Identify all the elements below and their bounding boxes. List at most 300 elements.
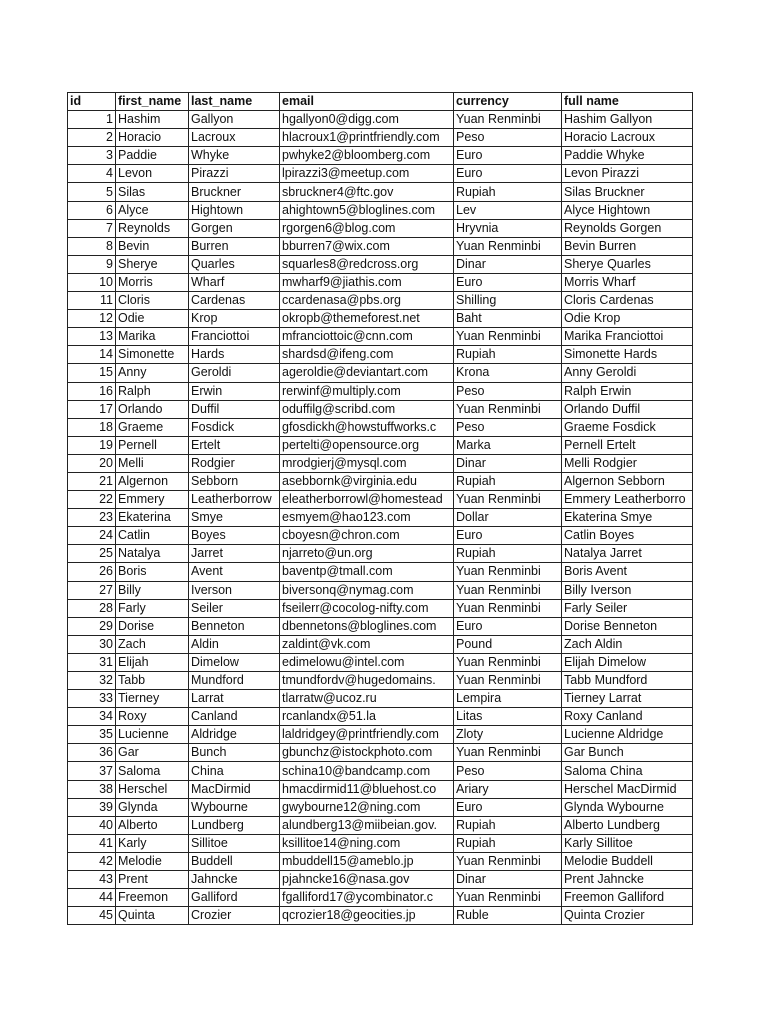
cell-first-name: Horacio xyxy=(116,129,189,147)
cell-id: 9 xyxy=(68,255,116,273)
cell-full-name: Silas Bruckner xyxy=(562,183,693,201)
cell-last-name: Cardenas xyxy=(189,292,280,310)
table-row xyxy=(68,907,693,925)
cell-last-name: Whyke xyxy=(189,147,280,165)
cell-email: asebbornk@virginia.edu xyxy=(280,472,454,490)
cell-full-name: Dorise Benneton xyxy=(562,617,693,635)
cell-last-name: Mundford xyxy=(189,672,280,690)
cell-currency: Peso xyxy=(454,418,562,436)
table-row xyxy=(68,563,693,581)
cell-id: 43 xyxy=(68,871,116,889)
cell-email: sbruckner4@ftc.gov xyxy=(280,183,454,201)
cell-first-name: Melodie xyxy=(116,852,189,870)
table-row xyxy=(68,328,693,346)
cell-full-name: Ekaterina Smye xyxy=(562,509,693,527)
cell-full-name: Hashim Gallyon xyxy=(562,111,693,129)
column-header-id: id xyxy=(68,93,116,111)
cell-last-name: Larrat xyxy=(189,690,280,708)
cell-full-name: Horacio Lacroux xyxy=(562,129,693,147)
cell-first-name: Graeme xyxy=(116,418,189,436)
cell-email: squarles8@redcross.org xyxy=(280,255,454,273)
cell-last-name: Bunch xyxy=(189,744,280,762)
cell-last-name: Wharf xyxy=(189,273,280,291)
cell-first-name: Prent xyxy=(116,871,189,889)
cell-full-name: Simonette Hards xyxy=(562,346,693,364)
column-header-full-name: full name xyxy=(562,93,693,111)
table-row xyxy=(68,491,693,509)
cell-email: qcrozier18@geocities.jp xyxy=(280,907,454,925)
cell-full-name: Cloris Cardenas xyxy=(562,292,693,310)
cell-currency: Yuan Renminbi xyxy=(454,491,562,509)
table-row xyxy=(68,292,693,310)
cell-first-name: Billy xyxy=(116,581,189,599)
cell-id: 20 xyxy=(68,454,116,472)
cell-currency: Dinar xyxy=(454,454,562,472)
cell-currency: Rupiah xyxy=(454,183,562,201)
cell-full-name: Gar Bunch xyxy=(562,744,693,762)
cell-email: alundberg13@miibeian.gov. xyxy=(280,816,454,834)
cell-full-name: Elijah Dimelow xyxy=(562,653,693,671)
cell-email: dbennetons@bloglines.com xyxy=(280,617,454,635)
table-row xyxy=(68,581,693,599)
cell-currency: Shilling xyxy=(454,292,562,310)
table-row xyxy=(68,852,693,870)
cell-currency: Yuan Renminbi xyxy=(454,889,562,907)
table-row xyxy=(68,635,693,653)
cell-currency: Peso xyxy=(454,382,562,400)
cell-id: 11 xyxy=(68,292,116,310)
cell-first-name: Dorise xyxy=(116,617,189,635)
cell-last-name: Ertelt xyxy=(189,436,280,454)
cell-currency: Euro xyxy=(454,527,562,545)
cell-first-name: Tierney xyxy=(116,690,189,708)
cell-currency: Yuan Renminbi xyxy=(454,328,562,346)
column-header-email: email xyxy=(280,93,454,111)
cell-first-name: Paddie xyxy=(116,147,189,165)
cell-full-name: Glynda Wybourne xyxy=(562,798,693,816)
table-row xyxy=(68,708,693,726)
cell-currency: Baht xyxy=(454,310,562,328)
table-row xyxy=(68,201,693,219)
cell-currency: Yuan Renminbi xyxy=(454,111,562,129)
cell-id: 32 xyxy=(68,672,116,690)
cell-currency: Litas xyxy=(454,708,562,726)
cell-id: 13 xyxy=(68,328,116,346)
cell-id: 18 xyxy=(68,418,116,436)
cell-first-name: Alberto xyxy=(116,816,189,834)
cell-first-name: Lucienne xyxy=(116,726,189,744)
cell-email: okropb@themeforest.net xyxy=(280,310,454,328)
cell-currency: Peso xyxy=(454,762,562,780)
cell-currency: Euro xyxy=(454,617,562,635)
column-header-last-name: last_name xyxy=(189,93,280,111)
cell-id: 8 xyxy=(68,237,116,255)
cell-full-name: Prent Jahncke xyxy=(562,871,693,889)
cell-last-name: Canland xyxy=(189,708,280,726)
cell-first-name: Roxy xyxy=(116,708,189,726)
cell-first-name: Natalya xyxy=(116,545,189,563)
cell-email: njarreto@un.org xyxy=(280,545,454,563)
cell-email: ahightown5@bloglines.com xyxy=(280,201,454,219)
cell-full-name: Pernell Ertelt xyxy=(562,436,693,454)
table-row xyxy=(68,798,693,816)
table-row xyxy=(68,527,693,545)
table-row xyxy=(68,509,693,527)
header-row xyxy=(68,93,693,111)
table-row xyxy=(68,147,693,165)
cell-id: 35 xyxy=(68,726,116,744)
table-row xyxy=(68,889,693,907)
cell-id: 36 xyxy=(68,744,116,762)
cell-email: hlacroux1@printfriendly.com xyxy=(280,129,454,147)
cell-currency: Rupiah xyxy=(454,816,562,834)
cell-currency: Yuan Renminbi xyxy=(454,581,562,599)
cell-full-name: Algernon Sebborn xyxy=(562,472,693,490)
cell-first-name: Hashim xyxy=(116,111,189,129)
cell-email: biversonq@nymag.com xyxy=(280,581,454,599)
cell-last-name: Duffil xyxy=(189,400,280,418)
cell-last-name: Lundberg xyxy=(189,816,280,834)
cell-full-name: Alyce Hightown xyxy=(562,201,693,219)
cell-last-name: Fosdick xyxy=(189,418,280,436)
cell-currency: Euro xyxy=(454,798,562,816)
cell-last-name: Krop xyxy=(189,310,280,328)
cell-full-name: Graeme Fosdick xyxy=(562,418,693,436)
cell-first-name: Boris xyxy=(116,563,189,581)
table-row xyxy=(68,472,693,490)
cell-id: 45 xyxy=(68,907,116,925)
cell-email: tmundfordv@hugedomains. xyxy=(280,672,454,690)
cell-first-name: Ralph xyxy=(116,382,189,400)
cell-first-name: Anny xyxy=(116,364,189,382)
cell-email: hgallyon0@digg.com xyxy=(280,111,454,129)
table-row xyxy=(68,418,693,436)
cell-id: 38 xyxy=(68,780,116,798)
table-row xyxy=(68,400,693,418)
cell-email: baventp@tmall.com xyxy=(280,563,454,581)
cell-currency: Yuan Renminbi xyxy=(454,653,562,671)
cell-full-name: Paddie Whyke xyxy=(562,147,693,165)
cell-currency: Krona xyxy=(454,364,562,382)
cell-last-name: Erwin xyxy=(189,382,280,400)
cell-first-name: Emmery xyxy=(116,491,189,509)
table-row xyxy=(68,237,693,255)
cell-email: mrodgierj@mysql.com xyxy=(280,454,454,472)
table-row xyxy=(68,183,693,201)
cell-email: edimelowu@intel.com xyxy=(280,653,454,671)
cell-id: 42 xyxy=(68,852,116,870)
cell-id: 30 xyxy=(68,635,116,653)
cell-full-name: Odie Krop xyxy=(562,310,693,328)
cell-full-name: Melli Rodgier xyxy=(562,454,693,472)
cell-id: 29 xyxy=(68,617,116,635)
table-row xyxy=(68,310,693,328)
cell-id: 14 xyxy=(68,346,116,364)
cell-first-name: Pernell xyxy=(116,436,189,454)
cell-first-name: Karly xyxy=(116,834,189,852)
cell-last-name: Rodgier xyxy=(189,454,280,472)
cell-full-name: Sherye Quarles xyxy=(562,255,693,273)
cell-full-name: Tabb Mundford xyxy=(562,672,693,690)
cell-first-name: Silas xyxy=(116,183,189,201)
cell-id: 4 xyxy=(68,165,116,183)
cell-full-name: Anny Geroldi xyxy=(562,364,693,382)
cell-email: rerwinf@multiply.com xyxy=(280,382,454,400)
table-row xyxy=(68,129,693,147)
table-row xyxy=(68,672,693,690)
cell-currency: Yuan Renminbi xyxy=(454,400,562,418)
cell-email: ksillitoe14@ning.com xyxy=(280,834,454,852)
cell-email: tlarratw@ucoz.ru xyxy=(280,690,454,708)
cell-email: pjahncke16@nasa.gov xyxy=(280,871,454,889)
table-row xyxy=(68,762,693,780)
cell-first-name: Elijah xyxy=(116,653,189,671)
cell-last-name: Hards xyxy=(189,346,280,364)
cell-last-name: Gorgen xyxy=(189,219,280,237)
cell-last-name: Gallyon xyxy=(189,111,280,129)
cell-email: ccardenasa@pbs.org xyxy=(280,292,454,310)
table-row xyxy=(68,454,693,472)
cell-full-name: Zach Aldin xyxy=(562,635,693,653)
cell-id: 2 xyxy=(68,129,116,147)
cell-currency: Rupiah xyxy=(454,834,562,852)
cell-last-name: Avent xyxy=(189,563,280,581)
cell-last-name: Pirazzi xyxy=(189,165,280,183)
cell-id: 6 xyxy=(68,201,116,219)
table-row xyxy=(68,726,693,744)
cell-id: 3 xyxy=(68,147,116,165)
cell-email: esmyem@hao123.com xyxy=(280,509,454,527)
cell-currency: Euro xyxy=(454,165,562,183)
cell-email: bburren7@wix.com xyxy=(280,237,454,255)
cell-last-name: Aldridge xyxy=(189,726,280,744)
cell-last-name: MacDirmid xyxy=(189,780,280,798)
cell-email: ageroldie@deviantart.com xyxy=(280,364,454,382)
cell-first-name: Sherye xyxy=(116,255,189,273)
cell-id: 34 xyxy=(68,708,116,726)
cell-first-name: Glynda xyxy=(116,798,189,816)
cell-email: eleatherborrowl@homestead xyxy=(280,491,454,509)
cell-id: 19 xyxy=(68,436,116,454)
cell-first-name: Reynolds xyxy=(116,219,189,237)
table-row xyxy=(68,653,693,671)
cell-id: 25 xyxy=(68,545,116,563)
cell-currency: Euro xyxy=(454,273,562,291)
cell-first-name: Freemon xyxy=(116,889,189,907)
cell-first-name: Gar xyxy=(116,744,189,762)
cell-first-name: Odie xyxy=(116,310,189,328)
cell-currency: Rupiah xyxy=(454,472,562,490)
cell-email: pwhyke2@bloomberg.com xyxy=(280,147,454,165)
cell-first-name: Zach xyxy=(116,635,189,653)
cell-email: hmacdirmid11@bluehost.co xyxy=(280,780,454,798)
cell-first-name: Melli xyxy=(116,454,189,472)
table-row xyxy=(68,219,693,237)
cell-id: 5 xyxy=(68,183,116,201)
cell-full-name: Morris Wharf xyxy=(562,273,693,291)
table-row xyxy=(68,744,693,762)
cell-first-name: Farly xyxy=(116,599,189,617)
cell-email: fgalliford17@ycombinator.c xyxy=(280,889,454,907)
cell-id: 24 xyxy=(68,527,116,545)
cell-last-name: Galliford xyxy=(189,889,280,907)
cell-last-name: Smye xyxy=(189,509,280,527)
cell-last-name: Iverson xyxy=(189,581,280,599)
cell-last-name: Burren xyxy=(189,237,280,255)
cell-last-name: Benneton xyxy=(189,617,280,635)
cell-currency: Yuan Renminbi xyxy=(454,599,562,617)
cell-id: 21 xyxy=(68,472,116,490)
cell-currency: Dinar xyxy=(454,255,562,273)
cell-email: rgorgen6@blog.com xyxy=(280,219,454,237)
table-row xyxy=(68,599,693,617)
cell-full-name: Tierney Larrat xyxy=(562,690,693,708)
cell-email: cboyesn@chron.com xyxy=(280,527,454,545)
cell-currency: Yuan Renminbi xyxy=(454,237,562,255)
cell-last-name: Jahncke xyxy=(189,871,280,889)
cell-id: 33 xyxy=(68,690,116,708)
cell-first-name: Algernon xyxy=(116,472,189,490)
cell-first-name: Morris xyxy=(116,273,189,291)
column-header-currency: currency xyxy=(454,93,562,111)
table-row xyxy=(68,364,693,382)
cell-first-name: Ekaterina xyxy=(116,509,189,527)
cell-first-name: Herschel xyxy=(116,780,189,798)
cell-last-name: China xyxy=(189,762,280,780)
cell-first-name: Saloma xyxy=(116,762,189,780)
cell-last-name: Crozier xyxy=(189,907,280,925)
cell-last-name: Sebborn xyxy=(189,472,280,490)
cell-email: zaldint@vk.com xyxy=(280,635,454,653)
cell-email: oduffilg@scribd.com xyxy=(280,400,454,418)
cell-id: 37 xyxy=(68,762,116,780)
cell-full-name: Ralph Erwin xyxy=(562,382,693,400)
cell-last-name: Wybourne xyxy=(189,798,280,816)
table-row xyxy=(68,255,693,273)
cell-last-name: Geroldi xyxy=(189,364,280,382)
cell-full-name: Reynolds Gorgen xyxy=(562,219,693,237)
table-row xyxy=(68,165,693,183)
cell-last-name: Sillitoe xyxy=(189,834,280,852)
cell-email: gfosdickh@howstuffworks.c xyxy=(280,418,454,436)
cell-first-name: Orlando xyxy=(116,400,189,418)
cell-id: 31 xyxy=(68,653,116,671)
table-row xyxy=(68,346,693,364)
cell-first-name: Simonette xyxy=(116,346,189,364)
cell-full-name: Billy Iverson xyxy=(562,581,693,599)
table-row xyxy=(68,834,693,852)
cell-id: 17 xyxy=(68,400,116,418)
cell-full-name: Quinta Crozier xyxy=(562,907,693,925)
cell-first-name: Tabb xyxy=(116,672,189,690)
cell-full-name: Emmery Leatherborro xyxy=(562,491,693,509)
cell-id: 40 xyxy=(68,816,116,834)
cell-last-name: Jarret xyxy=(189,545,280,563)
cell-email: gbunchz@istockphoto.com xyxy=(280,744,454,762)
cell-first-name: Bevin xyxy=(116,237,189,255)
cell-full-name: Marika Franciottoi xyxy=(562,328,693,346)
cell-email: mwharf9@jiathis.com xyxy=(280,273,454,291)
table-row xyxy=(68,382,693,400)
cell-currency: Ariary xyxy=(454,780,562,798)
cell-full-name: Orlando Duffil xyxy=(562,400,693,418)
cell-first-name: Levon xyxy=(116,165,189,183)
cell-full-name: Karly Sillitoe xyxy=(562,834,693,852)
cell-full-name: Herschel MacDirmid xyxy=(562,780,693,798)
cell-email: rcanlandx@51.la xyxy=(280,708,454,726)
cell-currency: Marka xyxy=(454,436,562,454)
cell-email: mfranciottoic@cnn.com xyxy=(280,328,454,346)
cell-currency: Rupiah xyxy=(454,346,562,364)
column-header-first-name: first_name xyxy=(116,93,189,111)
cell-full-name: Melodie Buddell xyxy=(562,852,693,870)
cell-currency: Lempira xyxy=(454,690,562,708)
cell-full-name: Saloma China xyxy=(562,762,693,780)
cell-email: mbuddell15@ameblo.jp xyxy=(280,852,454,870)
cell-currency: Rupiah xyxy=(454,545,562,563)
cell-currency: Dollar xyxy=(454,509,562,527)
cell-first-name: Cloris xyxy=(116,292,189,310)
cell-full-name: Roxy Canland xyxy=(562,708,693,726)
cell-last-name: Leatherborrow xyxy=(189,491,280,509)
cell-id: 28 xyxy=(68,599,116,617)
cell-last-name: Seiler xyxy=(189,599,280,617)
cell-currency: Pound xyxy=(454,635,562,653)
cell-email: gwybourne12@ning.com xyxy=(280,798,454,816)
cell-id: 7 xyxy=(68,219,116,237)
cell-full-name: Levon Pirazzi xyxy=(562,165,693,183)
cell-email: shardsd@ifeng.com xyxy=(280,346,454,364)
cell-email: pertelti@opensource.org xyxy=(280,436,454,454)
table-row xyxy=(68,816,693,834)
table-row xyxy=(68,273,693,291)
table-row xyxy=(68,111,693,129)
cell-currency: Hryvnia xyxy=(454,219,562,237)
table-row xyxy=(68,617,693,635)
cell-currency: Yuan Renminbi xyxy=(454,852,562,870)
cell-id: 15 xyxy=(68,364,116,382)
table-row xyxy=(68,871,693,889)
cell-last-name: Quarles xyxy=(189,255,280,273)
cell-full-name: Alberto Lundberg xyxy=(562,816,693,834)
cell-id: 27 xyxy=(68,581,116,599)
cell-email: schina10@bandcamp.com xyxy=(280,762,454,780)
table-row xyxy=(68,545,693,563)
table-row xyxy=(68,436,693,454)
cell-id: 22 xyxy=(68,491,116,509)
cell-currency: Yuan Renminbi xyxy=(454,744,562,762)
cell-full-name: Farly Seiler xyxy=(562,599,693,617)
cell-first-name: Quinta xyxy=(116,907,189,925)
cell-id: 26 xyxy=(68,563,116,581)
cell-last-name: Aldin xyxy=(189,635,280,653)
cell-currency: Yuan Renminbi xyxy=(454,563,562,581)
cell-id: 12 xyxy=(68,310,116,328)
cell-id: 1 xyxy=(68,111,116,129)
cell-currency: Yuan Renminbi xyxy=(454,672,562,690)
cell-currency: Zloty xyxy=(454,726,562,744)
cell-currency: Lev xyxy=(454,201,562,219)
cell-full-name: Natalya Jarret xyxy=(562,545,693,563)
cell-full-name: Catlin Boyes xyxy=(562,527,693,545)
cell-currency: Ruble xyxy=(454,907,562,925)
cell-currency: Dinar xyxy=(454,871,562,889)
cell-id: 39 xyxy=(68,798,116,816)
cell-last-name: Buddell xyxy=(189,852,280,870)
cell-email: lpirazzi3@meetup.com xyxy=(280,165,454,183)
cell-full-name: Boris Avent xyxy=(562,563,693,581)
cell-last-name: Dimelow xyxy=(189,653,280,671)
